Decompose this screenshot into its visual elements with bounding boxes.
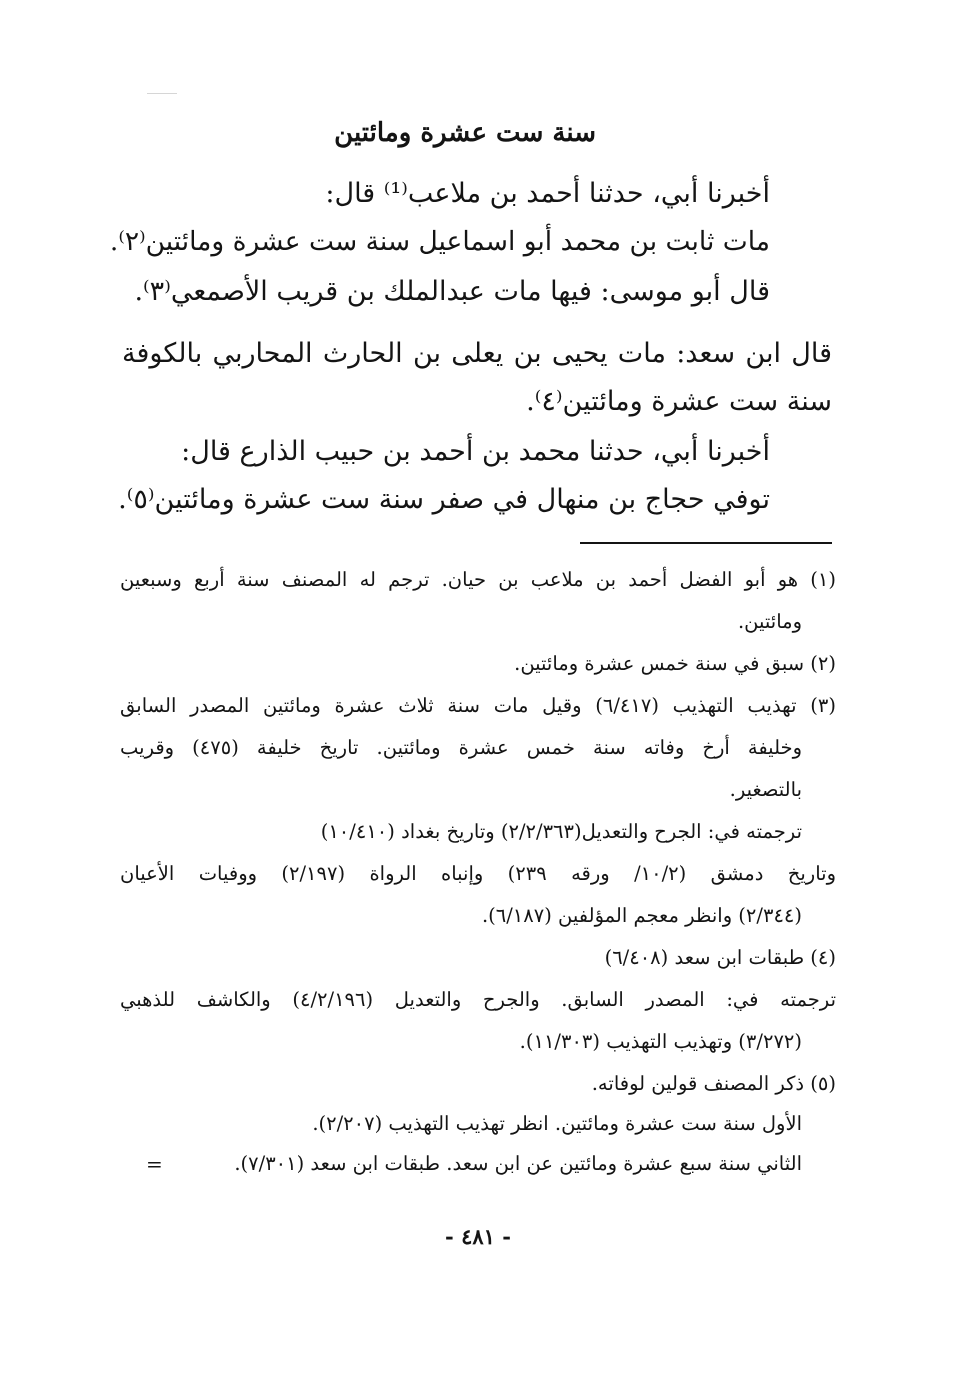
body-line-1: أخبرنا أبي، حدثنا أحمد بن ملاعب⁽¹⁾ قال:	[325, 178, 770, 209]
footnote-3-line-1: (٣) تهذيب التهذيب (٦/٤١٧) وقيل مات سنة ثلاث عشرة ومائتين المصدر السابق	[120, 694, 836, 717]
body-line-7: توفي حجاج بن منهال في صفر سنة ست عشرة ومائتين⁽٥⁾.	[118, 484, 770, 515]
page-number: - ٤٨١ -	[445, 1224, 511, 1249]
footnote-divider	[580, 542, 832, 544]
footnote-3-line-5: وتاريخ دمشق (١٠/٢/ ورقه ٢٣٩) وإنباه الرواة (٢/١٩٧) ووفيات الأعيان	[120, 862, 836, 885]
footnote-4-line-2: ترجمته في: المصدر السابق. والجرح والتعديل (٤/٢/١٩٦) والكاشف للذهبي	[120, 988, 836, 1011]
footnote-3-line-4: ترجمته في: الجرح والتعديل(٢/٢/٣٦٣) وتاريخ بغداد (١٠/٤١٠)	[320, 820, 802, 843]
body-line-3: قال أبو موسى: فيها مات عبدالملك بن قريب الأصمعي⁽٣⁾.	[134, 276, 770, 307]
body-line-6: أخبرنا أبي، حدثنا محمد بن أحمد بن حبيب الذارع قال:	[181, 436, 770, 467]
footnote-5-line-1: (٥) ذكر المصنف قولين لوفاته.	[591, 1072, 836, 1095]
footnote-4-line-3: (٣/٢٧٢) وتهذيب التهذيب (١١/٣٠٣).	[519, 1030, 802, 1053]
footnote-1-line-1: (١) هو أبو الفضل أحمد بن ملاعب بن حيان. ترجم له المصنف سنة أربع وسبعين	[120, 568, 836, 591]
body-line-2: مات ثابت بن محمد أبو اسماعيل سنة ست عشرة ومائتين⁽٢⁾.	[109, 226, 770, 257]
footnote-3-line-6: (٢/٣٤٤) وانظر معجم المؤلفين (٦/١٨٧).	[481, 904, 802, 927]
footnote-1-line-2: ومائتين.	[737, 610, 802, 633]
page-heading: سنة ست عشرة ومائتين	[334, 118, 596, 148]
footnote-3-line-2: وخليفة أرخ وفاته سنة خمس عشرة ومائتين. تاريخ خليفة (٤٧٥) وقريب	[120, 736, 802, 759]
footnote-3-line-3: بالتصغير.	[729, 778, 802, 801]
scan-artifact	[147, 93, 177, 94]
continuation-mark: =	[146, 1152, 163, 1176]
body-line-5: سنة ست عشرة ومائتين⁽٤⁾.	[526, 386, 832, 417]
footnote-5-line-3: الثاني سنة سبع عشرة ومائتين عن ابن سعد. طبقات ابن سعد (٧/٣٠١).	[234, 1152, 802, 1175]
footnote-2: (٢) سبق في سنة خمس عشرة ومائتين.	[514, 652, 836, 675]
body-line-4: قال ابن سعد: مات يحيى بن يعلى بن الحارث المحاربي بالكوفة	[122, 338, 832, 369]
footnote-5-line-2: الأول سنة ست عشرة ومائتين. انظر تهذيب التهذيب (٢/٢٠٧).	[312, 1112, 802, 1135]
footnote-4-line-1: (٤) طبقات ابن سعد (٦/٤٠٨)	[604, 946, 836, 969]
